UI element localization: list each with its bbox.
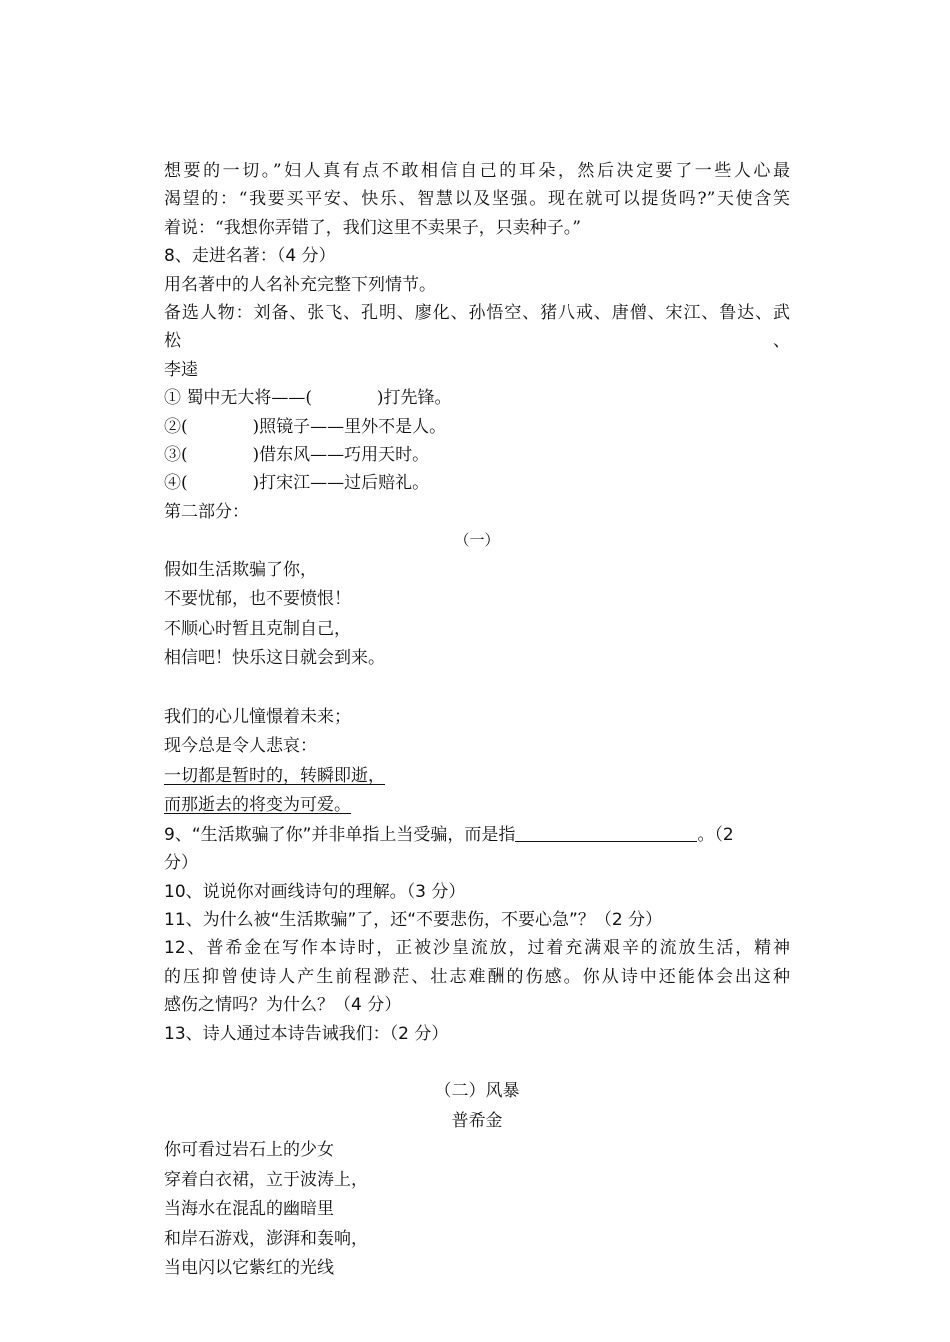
question-8-instruction: 用名著中的人名补充完整下列情节。: [164, 274, 436, 295]
poem-line: 当海水在混乱的幽暗里: [164, 1199, 334, 1220]
poem-line: 当电闪以它紫红的光线: [164, 1258, 334, 1279]
document-page: [164, 157, 790, 1284]
question-8-candidates-cont: 李逵: [164, 359, 198, 380]
poem-line: 相信吧！快乐这日就会到来。: [164, 648, 385, 669]
poem-line: 和岸石游戏，澎湃和轰响，: [164, 1228, 368, 1249]
question-10: 10、说说你对画线诗句的理解。（3 分）: [164, 881, 466, 902]
stanza-gap: [164, 674, 790, 703]
question-9-text: 9、“生活欺骗了你”并非单指上当受骗，而是指: [164, 824, 516, 845]
section-gap: [164, 1048, 790, 1077]
poem-1: [164, 526, 790, 821]
question-9-score: 。（2: [697, 824, 734, 845]
underlined-poem-line: 一切都是暂时的，转瞬即逝，: [164, 765, 385, 786]
poem-line: 现今总是令人悲哀：: [164, 736, 317, 757]
story-line-3: 着说：“我想你弄错了，我们这里不卖果子，只卖种子。”: [164, 217, 581, 238]
poem-line: 不要忧郁，也不要愤恨！: [164, 589, 351, 610]
poem-2-heading: （二）风暴: [434, 1081, 520, 1102]
poem-line: 你可看过岩石上的少女: [164, 1140, 334, 1161]
questions-9-13: [164, 821, 790, 1048]
story-line-2: 渴望的：“我要买平安、快乐、智慧以及坚强。现在就可以提货吗?”天使含笑: [164, 189, 790, 210]
question-8-item-4: ④( )打宋江——过后赔礼。: [164, 473, 430, 494]
question-8-item-1: ① 蜀中无大将——( )打先锋。: [164, 388, 452, 409]
underlined-poem-line: 而那逝去的将变为可爱。: [164, 795, 351, 816]
poem-line: 假如生活欺骗了你，: [164, 559, 317, 580]
poem-line: 不顺心时暂且克制自己，: [164, 618, 351, 639]
answer-blank[interactable]: [515, 823, 697, 842]
question-12-line-3: 感伤之情吗？为什么？（4 分）: [164, 995, 402, 1016]
question-8-item-3: ③( )借东风——巧用天时。: [164, 445, 430, 466]
poem-2: [164, 1077, 790, 1284]
question-8-candidates: 备选人物：刘备、张飞、孔明、廖化、孙悟空、猪八戒、唐僧、宋江、鲁达、武松、: [164, 303, 790, 352]
poem-2-author: 普希金: [451, 1110, 503, 1131]
question-9: [164, 821, 790, 849]
question-12-line-1: 12、普希金在写作本诗时，正被沙皇流放，过着充满艰辛的流放生活，精神: [164, 938, 790, 959]
question-13: 13、诗人通过本诗告诫我们：（2 分）: [164, 1023, 449, 1044]
story-ending: [164, 157, 790, 242]
story-line-1: 想要的一切。”妇人真有点不敢相信自己的耳朵，然后决定要了一些人心最: [164, 161, 790, 181]
poem-line: 我们的心儿憧憬着未来；: [164, 706, 351, 727]
question-8-item-2: ②( )照镜子——里外不是人。: [164, 416, 447, 437]
question-9-cont: 分）: [164, 853, 198, 874]
question-8-title: 8、走进名著：（4 分）: [164, 246, 336, 267]
question-11: 11、为什么被“生活欺骗”了，还“不要悲伤，不要心急”？（2 分）: [164, 910, 663, 930]
poem-1-heading: （一）: [454, 531, 500, 550]
question-12-line-2: 的压抑曾使诗人产生前程渺茫、壮志难酬的伤感。你从诗中还能体会出这种: [164, 966, 790, 987]
poem-line: 穿着白衣裙，立于波涛上，: [164, 1169, 368, 1190]
part-2-label: 第二部分：: [164, 501, 249, 522]
question-8: [164, 242, 790, 498]
